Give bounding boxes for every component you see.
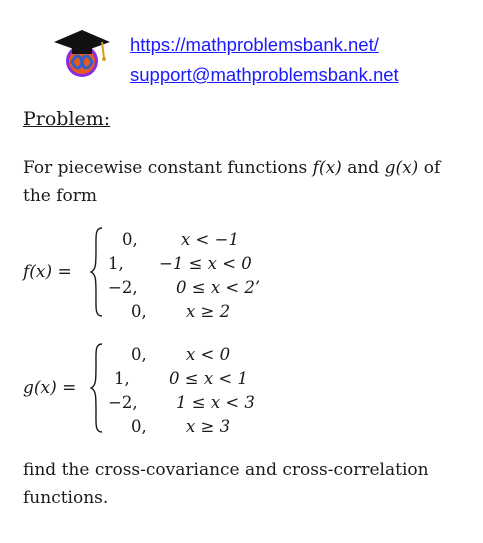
f-case-condition: −1 ≤ x < 0 (159, 254, 252, 273)
g-left-brace-icon (90, 342, 104, 434)
g-function-name: g(x) (384, 158, 419, 178)
g-case-value: −2, (108, 393, 138, 412)
problem-conclusion: find the cross-covariance and cross-correlation functions. (23, 460, 429, 508)
problem-intro: For piecewise constant functions f(x) and g(x) of the form (23, 158, 441, 206)
f-case-condition: x ≥ 2 (186, 302, 231, 321)
f-case-condition: 0 ≤ x < 2’ (176, 278, 261, 297)
g-case-value: 0, (131, 345, 147, 364)
f-function-name: f(x) (312, 158, 342, 178)
problem-heading: Problem: (23, 108, 111, 130)
support-email-link[interactable]: support@mathproblemsbank.net (130, 64, 399, 85)
f-left-brace-icon (90, 226, 104, 318)
f-definition-lhs: f(x) = (23, 262, 72, 282)
graduation-cap-logo-icon (52, 24, 112, 80)
f-case-condition: x < −1 (181, 230, 239, 249)
g-case-value: 0, (131, 417, 147, 436)
g-case-condition: 0 ≤ x < 1 (169, 369, 248, 388)
g-case-value: 1, (114, 369, 130, 388)
website-link[interactable]: https://mathproblemsbank.net/ (130, 34, 379, 55)
g-definition-lhs: g(x) = (23, 378, 77, 398)
f-case-value: −2, (108, 278, 138, 297)
f-case-value: 0, (122, 230, 138, 249)
f-case-value: 0, (131, 302, 147, 321)
g-case-condition: 1 ≤ x < 3 (176, 393, 255, 412)
g-case-condition: x < 0 (186, 345, 231, 364)
g-case-condition: x ≥ 3 (186, 417, 231, 436)
f-case-value: 1, (108, 254, 124, 273)
